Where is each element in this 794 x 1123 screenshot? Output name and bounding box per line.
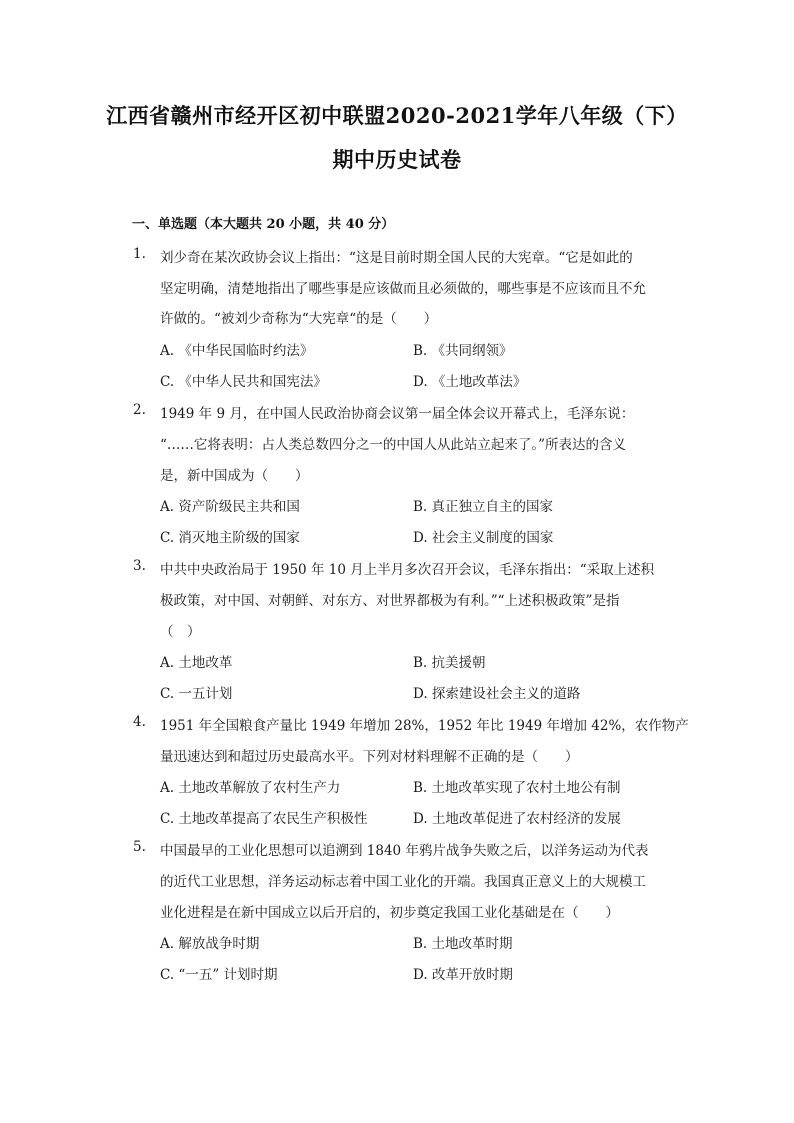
page-title-line1: 江西省赣州市经开区初中联盟2020-2021学年八年级（下） [106,103,688,128]
option-d: D. 改革开放时期 [413,967,513,983]
question-text-line: 中共中央政治局于 1950 年 10 月上半月多次召开会议，毛泽东指出：“采取上述积 [160,562,655,578]
option-d: D. 社会主义制度的国家 [413,530,554,546]
question-text-line: 刘少奇在某次政协会议上指出：“这是目前时期全国人民的大宪章。“它是如此的 [160,250,633,266]
question-text-line: 业化进程是在新中国成立以后开启的，初步奠定我国工业化基础是在（ ） [160,905,619,921]
option-d: D. 探索建设社会主义的道路 [413,686,581,702]
question-text-line: 的近代工业思想，洋务运动标志着中国工业化的开端。我国真正意义上的大规模工 [160,874,646,890]
question-number: 4. [133,714,146,730]
option-c: C. 《中华人民共和国宪法》 [160,374,327,390]
option-b: B. 真正独立自主的国家 [413,499,554,515]
question-text-line: 中国最早的工业化思想可以追溯到 1840 年鸦片战争失败之后，以洋务运动为代表 [160,843,649,859]
option-a: A. 《中华民国临时约法》 [160,343,314,359]
option-b: B. 抗美援朝 [413,655,486,671]
option-b: B. 土地改革时期 [413,936,513,952]
option-a: A. 土地改革 [160,655,233,671]
question-text-line: 是，新中国成为（ ） [160,468,309,484]
question-text-line: 极政策，对中国、对朝鲜、对东方、对世界都极为有利。”“上述积极政策”是指 [160,593,620,609]
question-text-line: 1951 年全国粮食产量比 1949 年增加 28%，1952 年比 1949 年增加 42%，农作物产 [160,718,689,734]
question-text-line: 1949 年 9 月，在中国人民政治协商会议第一届全体会议开幕式上，毛泽东说： [160,406,635,422]
question-number: 3. [133,558,146,574]
option-a: A. 资产阶级民主共和国 [160,499,300,515]
option-c: C. 一五计划 [160,686,233,702]
option-d: D. 土地改革促进了农村经济的发展 [413,811,621,827]
option-c: C. 消灭地主阶级的国家 [160,530,300,546]
option-b: B. 土地改革实现了农村土地公有制 [413,780,621,796]
option-d: D. 《土地改革法》 [413,374,527,390]
question-number: 1. [133,246,146,262]
section-heading: 一、单选题（本大题共 20 小题，共 40 分） [132,217,395,232]
option-a: A. 土地改革解放了农村生产力 [160,780,341,796]
option-c: C. “一五” 计划时期 [160,967,278,983]
question-text-line: 许做的。“被刘少奇称为“大宪章“的是（ ） [160,311,438,327]
question-text-line: “……它将表明：占人类总数四分之一的中国人从此站立起来了。”所表达的含义 [160,437,627,453]
page-title-line2: 期中历史试卷 [332,147,462,172]
option-a: A. 解放战争时期 [160,936,260,952]
option-b: B. 《共同纲领》 [413,343,513,359]
question-text-line: 量迅速达到和超过历史最高水平。下列对材料理解不正确的是（ ） [160,749,579,765]
question-text-line: 坚定明确，清楚地指出了哪些事是应该做而且必须做的，哪些事是不应该而且不允 [160,281,646,297]
question-text-line: （ ） [160,624,201,640]
option-c: C. 土地改革提高了农民生产积极性 [160,811,368,827]
question-number: 5. [133,839,146,855]
question-number: 2. [133,402,146,418]
